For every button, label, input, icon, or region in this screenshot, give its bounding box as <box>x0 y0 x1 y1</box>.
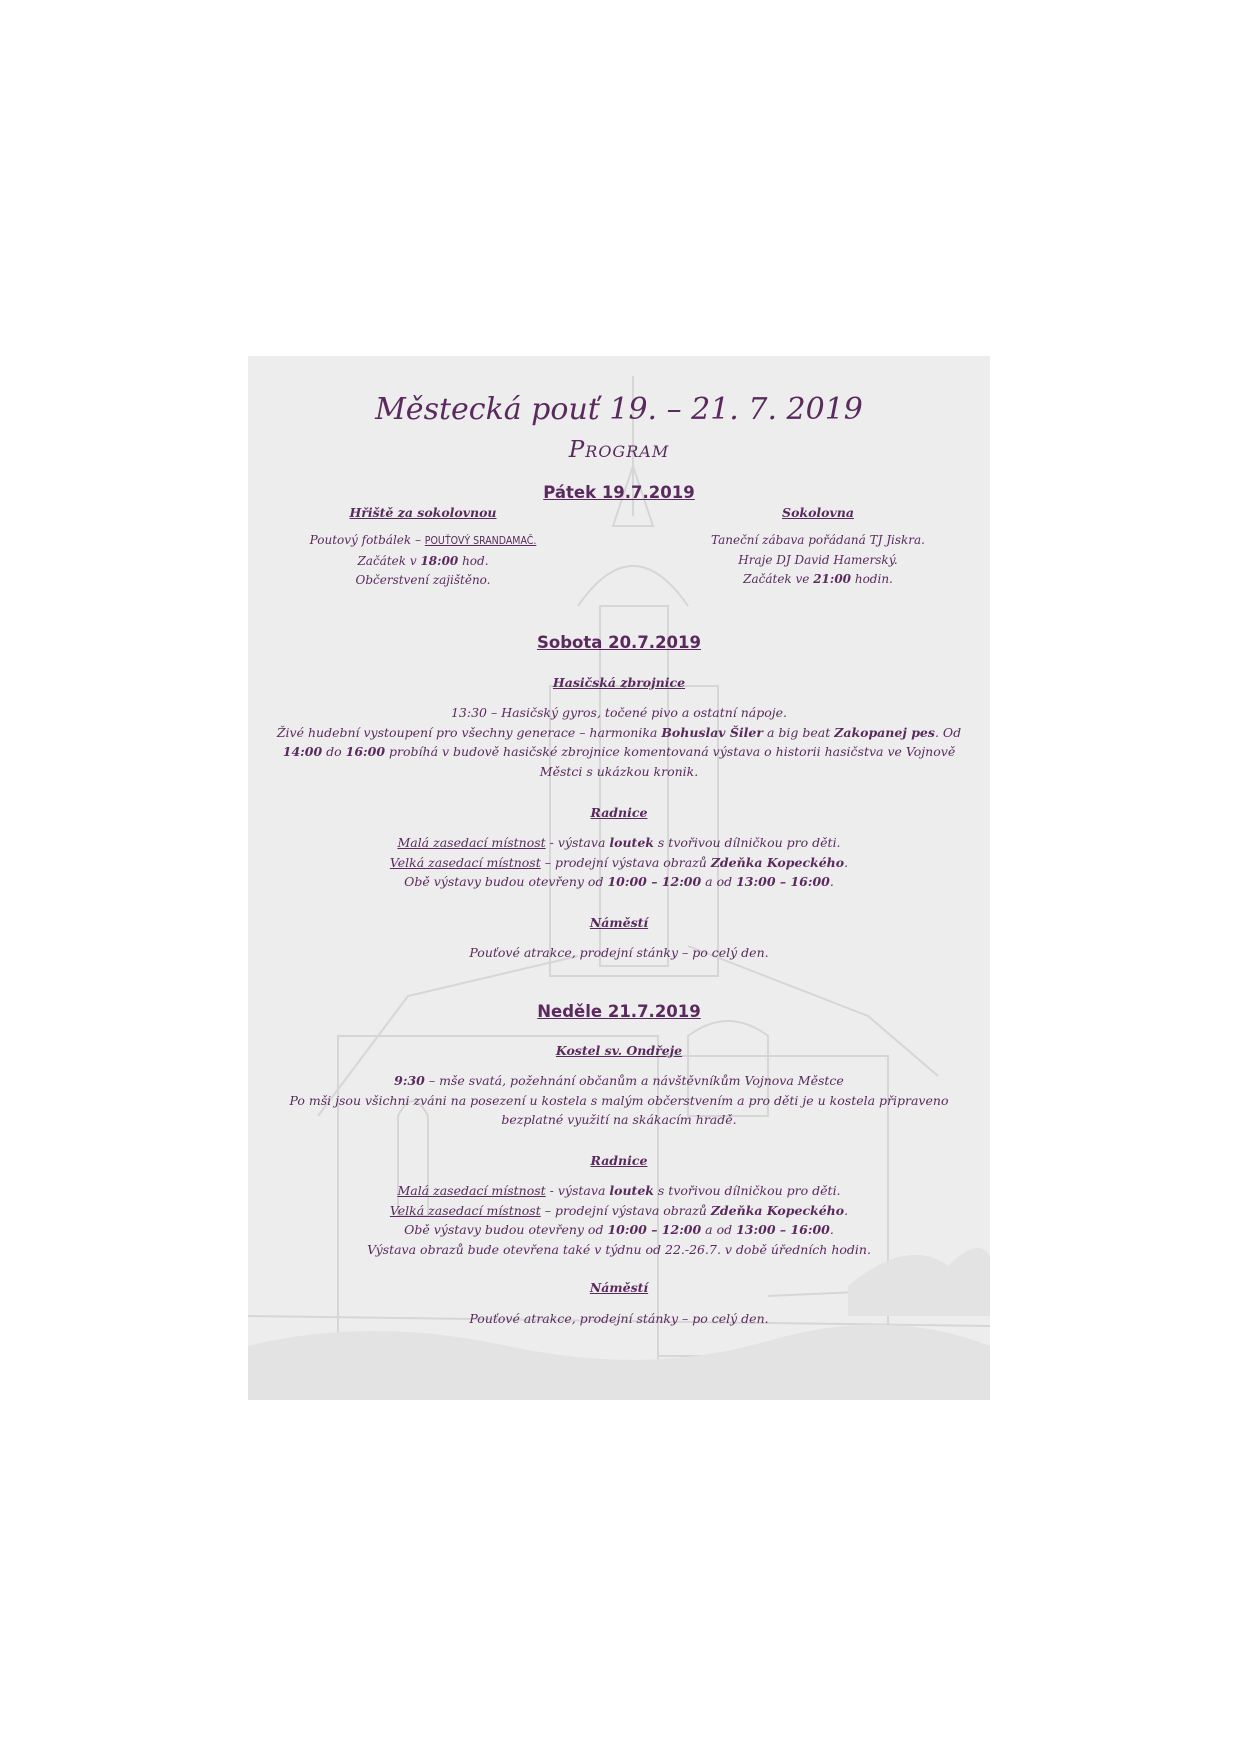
venue-kostel: Kostel sv. Ondřeje <box>555 1043 683 1058</box>
text-segment: Hraje DJ David Hamerský. <box>738 552 898 567</box>
text-segment: 14:00 <box>282 744 323 759</box>
friday-left-text <box>268 531 578 591</box>
text-segment: hodin. <box>851 572 893 586</box>
sunday-kostel-text <box>248 1071 990 1130</box>
text-line <box>248 1309 990 1329</box>
program-flyer <box>248 356 990 1400</box>
text-line <box>268 552 578 572</box>
text-segment: a od <box>701 874 737 889</box>
text-segment: . <box>829 1222 834 1237</box>
text-line <box>248 1071 990 1091</box>
text-line <box>658 531 978 551</box>
sunday-namesti-text <box>248 1309 990 1329</box>
text-segment: - výstava <box>545 1183 610 1198</box>
text-segment: 13:00 – 16:00 <box>736 874 830 889</box>
saturday-namesti-text <box>248 943 990 963</box>
day-heading-friday: Pátek 19.7.2019 <box>543 483 695 502</box>
text-segment: Zdeňka Kopeckého <box>710 854 845 870</box>
text-line <box>658 570 978 590</box>
text-line <box>248 742 990 762</box>
text-segment: a od <box>701 1222 737 1237</box>
text-segment: do <box>322 744 346 759</box>
text-segment: Malá zasedací místnost <box>397 1183 546 1198</box>
text-segment: Obě výstavy budou otevřeny od <box>404 1222 608 1237</box>
text-line <box>248 1091 990 1111</box>
text-segment: Pouťové atrakce, prodejní stánky – po celý den. <box>469 1311 769 1326</box>
text-segment: s tvořivou dílničkou pro děti. <box>653 1183 841 1198</box>
text-line <box>248 1220 990 1240</box>
program-label: Program <box>568 437 670 463</box>
text-segment: Zdeňka Kopeckého <box>710 1202 845 1218</box>
text-segment: a big beat <box>762 724 835 740</box>
text-line <box>248 833 990 853</box>
text-line <box>658 551 978 571</box>
text-line <box>248 1110 990 1130</box>
text-segment: Zakopanej pes <box>834 724 935 740</box>
day-heading-sunday: Neděle 21.7.2019 <box>537 1002 701 1021</box>
text-line <box>248 1201 990 1221</box>
venue-radnice-saturday: Radnice <box>590 805 648 820</box>
text-segment: 9:30 <box>394 1073 425 1088</box>
text-segment: – prodejní výstava obrazů <box>540 1202 711 1218</box>
text-line <box>268 531 578 552</box>
text-segment: Začátek ve <box>743 572 814 586</box>
text-segment: POUŤOVÝ SRANDAMAČ. <box>424 535 537 547</box>
text-segment: Velká zasedací místnost <box>389 854 541 870</box>
text-segment: Výstava obrazů bude otevřena také v týdnu od 22.-26.7. v době úředních hodin. <box>367 1241 871 1257</box>
text-segment: Obě výstavy budou otevřeny od <box>404 874 608 889</box>
text-segment: 10:00 – 12:00 <box>607 1222 702 1237</box>
day-heading-saturday: Sobota 20.7.2019 <box>536 633 702 652</box>
text-segment: – prodejní výstava obrazů <box>540 854 711 870</box>
text-segment: 13:30 – Hasičský gyros, točené pivo a ostatní nápoje. <box>450 705 788 720</box>
text-segment: Malá zasedací místnost <box>397 835 546 850</box>
text-line <box>248 1181 990 1201</box>
text-line <box>248 703 990 723</box>
venue-namesti-sunday: Náměstí <box>589 1280 649 1295</box>
flyer-title: Městecká pouť 19. – 21. 7. 2019 <box>375 392 863 427</box>
text-segment: probíhá v budově hasičské zbrojnice komentovaná výstava o historii hasičstva ve Vojnově <box>385 744 956 759</box>
text-line <box>248 1240 990 1260</box>
text-segment: Městci s ukázkou kronik. <box>539 763 699 779</box>
text-line <box>248 853 990 873</box>
text-segment: Živé hudební vystoupení pro všechny generace – harmonika <box>276 724 662 740</box>
text-segment: Poutový fotbálek – <box>309 533 425 547</box>
friday-right-text <box>658 531 978 590</box>
text-segment: s tvořivou dílničkou pro děti. <box>653 835 841 850</box>
text-segment: 21:00 <box>813 572 852 586</box>
text-segment: Začátek v <box>357 553 421 568</box>
text-segment: Bohuslav Šiler <box>661 724 763 740</box>
text-segment: 13:00 – 16:00 <box>736 1222 830 1237</box>
text-line <box>248 762 990 782</box>
text-segment: Občerstvení zajištěno. <box>355 573 491 587</box>
venue-namesti-saturday: Náměstí <box>589 915 649 930</box>
text-segment: Velká zasedací místnost <box>389 1202 541 1218</box>
venue-sokolovna: Sokolovna <box>782 505 854 520</box>
text-segment: loutek <box>609 835 654 850</box>
text-segment: . Od <box>934 724 962 740</box>
text-line <box>248 872 990 892</box>
text-segment: - výstava <box>545 835 610 850</box>
text-segment: 10:00 – 12:00 <box>607 874 702 889</box>
venue-hasicska-zbrojnice: Hasičská zbrojnice <box>552 675 686 690</box>
text-segment: bezplatné využití na skákacím hradě. <box>501 1112 737 1127</box>
text-line <box>248 723 990 743</box>
saturday-radnice-text <box>248 833 990 892</box>
text-segment: 18:00 <box>420 553 459 568</box>
text-segment: . <box>844 1202 849 1218</box>
sunday-radnice-text <box>248 1181 990 1259</box>
text-segment: . <box>829 874 834 889</box>
text-segment: – mše svatá, požehnání občanům a návštěvníkům Vojnova Městce <box>424 1073 844 1088</box>
text-segment: Po mši jsou všichni zváni na posezení u kostela s malým občerstvením a pro děti je u kostela připraveno <box>289 1092 949 1108</box>
text-segment: Pouťové atrakce, prodejní stánky – po celý den. <box>469 945 769 960</box>
text-segment: hod. <box>458 553 489 568</box>
text-line <box>268 571 578 591</box>
saturday-zbrojnice-text <box>248 703 990 781</box>
venue-radnice-sunday: Radnice <box>590 1153 648 1168</box>
text-line <box>248 943 990 963</box>
text-segment: . <box>844 854 849 870</box>
program-content <box>248 356 990 1400</box>
venue-hriste: Hřiště za sokolovnou <box>349 505 497 520</box>
text-segment: Taneční zábava pořádaná TJ Jiskra. <box>711 533 925 547</box>
text-segment: loutek <box>609 1183 654 1198</box>
text-segment: 16:00 <box>345 744 386 759</box>
